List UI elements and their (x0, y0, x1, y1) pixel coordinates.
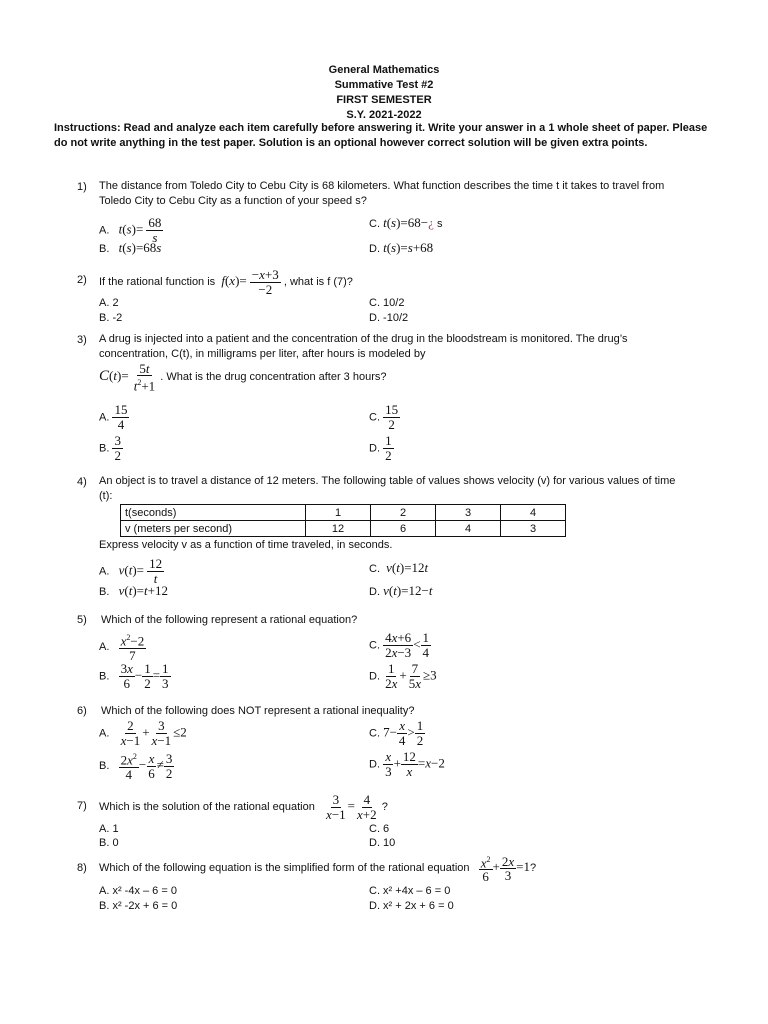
table-cell: 3 (436, 505, 501, 521)
table-cell: 1 (306, 505, 371, 521)
question-number: 1) (77, 181, 87, 193)
table-row (121, 505, 566, 521)
q4-option-c: C. v(t)=12t (369, 560, 429, 575)
question-5-text: Which of the following represent a rational equation? (101, 614, 358, 626)
option-label: A. (99, 224, 110, 237)
q7-option-d: D. 10 (369, 837, 396, 849)
question-8-text: Which of the following equation is the simplified form of the rational equation $\frac{x^2}{6}$ + $\frac{2x}{3}$ =1? (99, 853, 537, 885)
q1-a-expression: t (118, 221, 123, 237)
q3-option-c: C. $\frac{15}{2}$ (369, 402, 399, 432)
question-4-text: An object is to travel a distance of 12 meters. The following table of values shows velocity (v) for various values of time (t): (99, 475, 676, 502)
q2-option-d: D. -10/2 (369, 312, 409, 324)
question-number: 8) (77, 862, 87, 874)
q6-option-b: B. $\frac{2x^2}{4}$ − $\frac{x}{6}$ ≠ $\frac{3}{2}$ (99, 750, 173, 783)
document-header (0, 63, 768, 123)
question-4-subtext: Express velocity v as a function of time traveled, in seconds. (99, 539, 393, 551)
q3-option-d: D. $\frac{1}{2}$ (369, 433, 392, 463)
table-cell: v (meters per second) (121, 521, 306, 537)
q3-model-formula: C(t)= $\frac{5t}{t^2+1}$ . What is the drug concentration after 3 hours? (99, 361, 387, 394)
q1-a-fraction: $\frac{68}{s}$ (148, 215, 162, 245)
q5-option-b: B. $\frac{3x}{6}$ − $\frac{1}{2}$ = $\frac{1}{3}$ (99, 661, 169, 691)
subject-title: General Mathematics (328, 64, 440, 76)
test-title: Summative Test #2 (334, 79, 434, 91)
question-2-text: If the rational function is f(x)= $\frac{-x+3}{-2}$ , what is f (7)? (99, 266, 353, 297)
question-number: 3) (77, 334, 87, 346)
q5-option-a: A. $\frac{x^2-2}{7}$ (99, 633, 145, 664)
table-cell: 3 (501, 521, 566, 537)
q7-option-a: A. 1 (99, 823, 119, 835)
q1-option-a: A. t(s)= $\frac{68}{s}$ (99, 215, 162, 245)
q7-option-b: B. 0 (99, 837, 119, 849)
q5-option-d: D. $\frac{1}{2x}$ + $\frac{7}{5x}$ ≥3 (369, 661, 437, 691)
q3-option-b: B. $\frac{3}{2}$ (99, 433, 121, 463)
question-1-text: The distance from Toledo City to Cebu City is 68 kilometers. What function describes the time t it takes to travel from Toledo City to Cebu City as a function of your speed s? (99, 180, 665, 207)
q6-option-c: C. 7− $\frac{x}{4}$ > $\frac{1}{2}$ (369, 718, 424, 748)
q8-option-c: C. x² +4x – 6 = 0 (369, 885, 451, 897)
q6-option-a: A. $\frac{2}{x-1}$ + $\frac{3}{x-1}$ ≤2 (99, 718, 187, 748)
q4-option-b: B. v(t)=t+12 (99, 583, 168, 598)
question-7-text: Which is the solution of the rational equation $\frac{3}{x-1}$ = $\frac{4}{x+2}$ ? (99, 791, 388, 822)
question-number: 6) (77, 705, 87, 717)
question-number: 2) (77, 274, 87, 286)
q3-option-a: A. $\frac{15}{4}$ (99, 402, 128, 432)
q8-option-b: B. x² -2x + 6 = 0 (99, 900, 178, 912)
table-cell: 12 (306, 521, 371, 537)
semester-label: FIRST SEMESTER (336, 94, 432, 106)
q2-option-a: A. 2 (99, 297, 119, 309)
q1-option-d: D. t(s)=s+68 (369, 240, 434, 255)
table-cell: t(seconds) (121, 505, 306, 521)
q4-option-a: A. v(t)= $\frac{12}{t}$ (99, 556, 163, 586)
q1-option-c: C. t(s)=68−¿ s (369, 215, 443, 230)
table-cell: 6 (371, 521, 436, 537)
question-6-text: Which of the following does NOT represent a rational inequality? (101, 705, 415, 717)
q4-option-d: D. v(t)=12−t (369, 583, 433, 598)
q7-option-c: C. 6 (369, 823, 390, 835)
velocity-table (120, 504, 566, 537)
question-3-text: A drug is injected into a patient and the concentration of the drug in the bloodstream is monitored. The drug’s concentration, C(t), in milligrams per liter, after hours is modeled by (99, 333, 628, 360)
instructions: Instructions: Read and analyze each item carefully before answering it. Write your answer in a 1 whole sheet of paper. Please do not write anything in the test paper. Solution is an optional however correct solution will be given extra points. (54, 122, 708, 149)
table-row (121, 521, 566, 537)
question-number: 4) (77, 476, 87, 488)
q8-option-a: A. x² -4x – 6 = 0 (99, 885, 177, 897)
table-cell: 4 (501, 505, 566, 521)
q8-option-d: D. x² + 2x + 6 = 0 (369, 900, 454, 912)
school-year-label: S.Y. 2021-2022 (346, 109, 422, 121)
q6-option-d: D. $\frac{x}{3}$ + $\frac{12}{x}$ =x−2 (369, 749, 445, 779)
question-number: 5) (77, 614, 87, 626)
q2-option-b: B. -2 (99, 312, 123, 324)
table-cell: 4 (436, 521, 501, 537)
q1-option-b: B. t(s)=68s (99, 240, 162, 255)
question-number: 7) (77, 800, 87, 812)
table-cell: 2 (371, 505, 436, 521)
q2-function-fraction: $\frac{-x+3}{-2}$ (251, 266, 279, 297)
q5-option-c: C. $\frac{4x+6}{2x-3}$ < $\frac{1}{4}$ (369, 630, 430, 660)
q2-option-c: C. 10/2 (369, 297, 405, 309)
